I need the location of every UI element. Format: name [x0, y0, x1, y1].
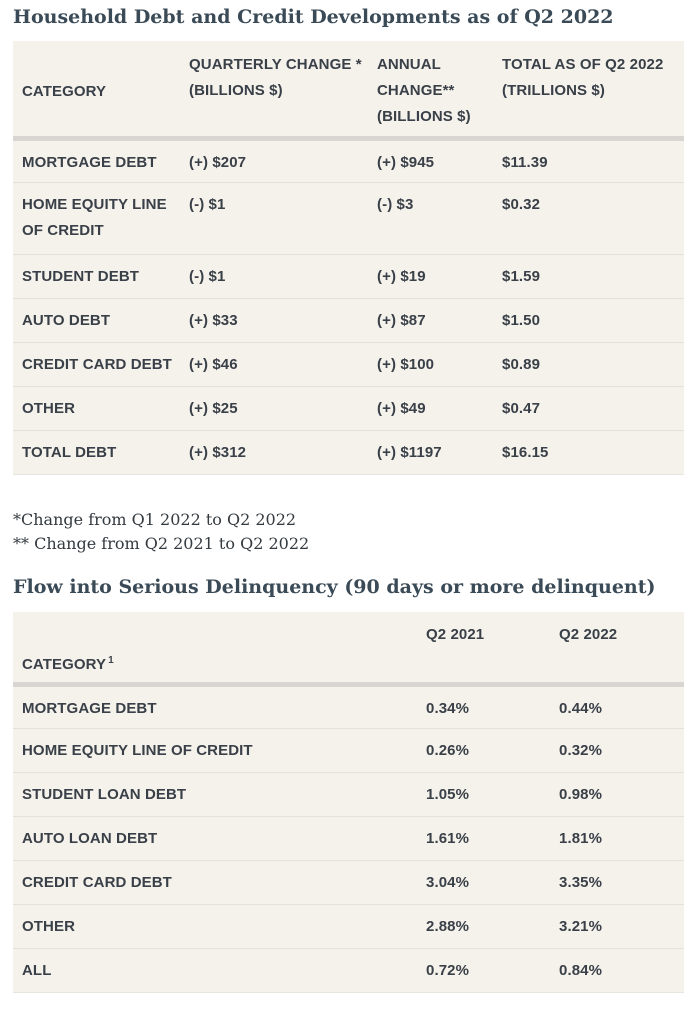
- table1-cell-quarterly: (+) $312: [189, 443, 247, 461]
- table2-cell-category: HOME EQUITY LINE OF CREDIT: [22, 741, 253, 759]
- table1-cell-total: $1.50: [502, 311, 541, 329]
- table1-cell-annual: (+) $49: [377, 399, 426, 417]
- table1-row: [13, 138, 684, 182]
- table1-cell-category: MORTGAGE DEBT: [22, 153, 157, 171]
- table2-cell-category: AUTO LOAN DEBT: [22, 829, 158, 847]
- table1-cell-quarterly: (-) $1: [189, 195, 226, 213]
- table1-cell-quarterly: (+) $25: [189, 399, 238, 417]
- table1-cell-total: $0.47: [502, 399, 541, 417]
- table2-header-category: CATEGORY $^1$: [22, 655, 114, 673]
- table1-cell-quarterly: (+) $33: [189, 311, 238, 329]
- table2-row: [13, 860, 684, 904]
- table2-cell-category: OTHER: [22, 917, 75, 935]
- footnote-annual: ** Change from Q2 2021 to Q2 2022: [13, 534, 310, 553]
- table1-cell-category: HOME EQUITY LINE OF CREDIT: [22, 195, 167, 239]
- table1-header-row: [13, 41, 684, 138]
- table2-row: [13, 816, 684, 860]
- table2-cell-q2-2022: 1.81%: [559, 829, 603, 847]
- table1-cell-total: $0.89: [502, 355, 541, 373]
- table2-cell-q2-2021: 0.34%: [426, 699, 470, 717]
- table1-cell-annual: (+) $19: [377, 267, 426, 285]
- table1-cell-quarterly: (+) $207: [189, 153, 247, 171]
- table2-row: [13, 684, 684, 728]
- table1-cell-annual: (+) $87: [377, 311, 426, 329]
- table2-row: [13, 948, 684, 992]
- table2-cell-q2-2021: 2.88%: [426, 917, 470, 935]
- delinquency-table: [13, 612, 684, 993]
- table2-cell-q2-2022: 0.98%: [559, 785, 603, 803]
- table2-cell-q2-2021: 3.04%: [426, 873, 470, 891]
- table2-row: [13, 728, 684, 772]
- table1-row: [13, 342, 684, 386]
- table2-cell-q2-2022: 0.32%: [559, 741, 603, 759]
- household-debt-table: [13, 41, 684, 475]
- table2-cell-q2-2022: 0.84%: [559, 961, 603, 979]
- table2-cell-q2-2021: 0.26%: [426, 741, 470, 759]
- table1-cell-total: $11.39: [502, 153, 548, 171]
- table1-row: [13, 254, 684, 298]
- table1-cell-annual: (+) $1197: [377, 443, 442, 461]
- table1-row: [13, 386, 684, 430]
- table1-row: [13, 182, 684, 254]
- table1-header-quarterly: QUARTERLY CHANGE * (BILLIONS $): [189, 56, 362, 99]
- table1-cell-total: $16.15: [502, 443, 549, 461]
- table2-row: [13, 904, 684, 948]
- table1-cell-total: $1.59: [502, 267, 541, 285]
- footnote-marker: 1: [108, 655, 114, 666]
- table1-title: Household Debt and Credit Developments as of Q2 2022: [13, 6, 614, 28]
- table1-cell-category: OTHER: [22, 399, 75, 417]
- table1-row: [13, 298, 684, 342]
- table2-header-q2-2021: Q2 2021: [426, 626, 485, 643]
- table2-cell-category: CREDIT CARD DEBT: [22, 873, 172, 891]
- table1-row: [13, 430, 684, 474]
- table2-cell-q2-2021: 1.05%: [426, 785, 470, 803]
- table2-cell-q2-2022: 3.21%: [559, 917, 603, 935]
- table1-header-annual: ANNUAL CHANGE** (BILLIONS $): [377, 56, 471, 125]
- table1-cell-category: STUDENT DEBT: [22, 267, 140, 285]
- table2-cell-q2-2021: 1.61%: [426, 829, 470, 847]
- table2-cell-category: STUDENT LOAN DEBT: [22, 785, 187, 803]
- table2-header-q2-2022: Q2 2022: [559, 626, 618, 643]
- footnote-quarterly: *Change from Q1 2022 to Q2 2022: [13, 510, 297, 529]
- table1-cell-quarterly: (+) $46: [189, 355, 238, 373]
- table2-cell-category: MORTGAGE DEBT: [22, 699, 157, 717]
- table1-cell-quarterly: (-) $1: [189, 267, 226, 285]
- table2-title: Flow into Serious Delinquency (90 days or more delinquent): [13, 576, 656, 598]
- table1-cell-total: $0.32: [502, 195, 541, 213]
- table2-cell-category: ALL: [22, 961, 52, 979]
- table2-cell-q2-2021: 0.72%: [426, 961, 470, 979]
- table2-cell-q2-2022: 3.35%: [559, 873, 603, 891]
- table1-cell-category: AUTO DEBT: [22, 311, 111, 329]
- table1-cell-annual: (+) $945: [377, 153, 435, 171]
- table2-header-row: [13, 612, 684, 684]
- table1-cell-category: TOTAL DEBT: [22, 443, 117, 461]
- table1-header-total: TOTAL AS OF Q2 2022 (TRILLIONS $): [502, 56, 664, 99]
- table1-header-category: CATEGORY: [22, 83, 107, 100]
- table2-row: [13, 772, 684, 816]
- table1-cell-annual: (+) $100: [377, 355, 435, 373]
- table2-cell-q2-2022: 0.44%: [559, 699, 603, 717]
- table1-cell-annual: (-) $3: [377, 195, 414, 213]
- table1-cell-category: CREDIT CARD DEBT: [22, 355, 172, 373]
